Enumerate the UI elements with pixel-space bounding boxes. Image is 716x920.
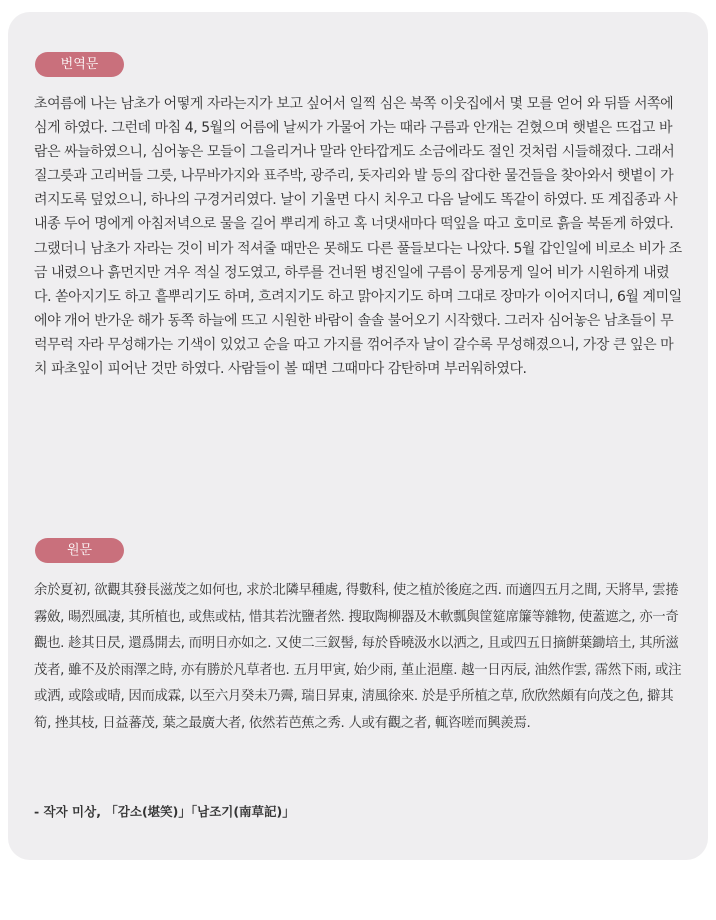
original-text: 余於夏初, 欲觀其發長滋茂之如何也, 求於北隣早種處, 得數科, 使之植於後庭之西. 而適四五月之間, 天將旱, 雲捲霧斂, 暘烈風凄, 其所植也, 或焦或枯, 惜其若沈鹽者然. 搜取陶柳器及木軟瓢與筐筵席簾等雜物, 使蓋遮之, 亦一奇觀也. 趁其日昃, 還爲開去, 而明日亦如之. 又使二三釵髻, 每於昏曉汲水以洒之, 且或四五日摘餠葉鋤培土, 其所滋茂者, 雖不及於雨澤之時, 亦有勝於凡草者也. 五月甲寅, 始少雨, 堇止浥塵. 越一日丙辰, 油然作雲, 霈然下雨, 或注或洒, 或陰或晴, 因而成霖, 以至六月癸未乃霽, 瑞日昇東, 淸風徐來. 於是乎所植之草, 欣欣然頗有向茂之色, 擗其筍, 挫其枝, 日益蕃茂, 葉之最廣大者, 依然若芭蕉之秀. 人或有觀之者, 輒咨嗟而興羨焉.: [34, 583, 682, 731]
translation-text: 초여름에 나는 남초가 어떻게 자라는지가 보고 싶어서 일찍 심은 북쪽 이웃집에서 몇 모를 얻어 와 뒤뜰 서쪽에 심게 하였다. 그런데 마침 4, 5월의 어름에 날씨가 가물어 가는 때라 구름과 안개는 걷혔으며 햇볕은 뜨겁고 바람은 싸늘하였으니, 심어놓은 모들이 그을리거나 말라 안타깝게도 소금에라도 절인 것처럼 시들해졌다. 그래서 질그릇과 고리버들 그릇, 나무바가지와 표주박, 광주리, 돗자리와 발 등의 잡다한 물건들을 찾아와서 햇볕이 가려지도록 덮었으니, 하나의 구경거리였다. 날이 기울면 다시 치우고 다음 날에도 똑같이 하였다. 또 계집종과 사내종 두어 명에게 아침저녁으로 물을 길어 뿌리게 하고 혹 너댓새마다 떡잎을 따고 호미로 흙을 북돋게 하였다. 그랬더니 남초가 자라는 것이 비가 적셔줄 때만은 못해도 다른 풀들보다는 나았다. 5월 갑인일에 비로소 비가 조금 내렸으나 흙먼지만 겨우 적실 정도였고, 하루를 건너뛴 병진일에 구름이 뭉게뭉게 일어 비가 시원하게 내렸다. 쏟아지기도 하고 흩뿌리기도 하며, 흐려지기도 하고 맑아지기도 하며 그대로 장마가 이어지더니, 6월 계미일에야 개어 반가운 해가 동쪽 하늘에 뜨고 시원한 바람이 솔솔 불어오기 시작했다. 그러자 심어놓은 남초들이 무럭무럭 자라 무성해가는 기색이 있었고 순을 따고 가지를 꺾어주자 날이 갈수록 무성해졌으니, 가장 큰 잎은 마치 파초잎이 피어난 것만 하였다. 사람들이 볼 때면 그때마다 감탄하며 부러워하였다.: [34, 96, 682, 378]
translation-label: 번역문: [35, 52, 124, 77]
original-label: 원문: [35, 538, 124, 563]
content-card: [8, 12, 708, 860]
source-citation: - 작자 미상, 「감소(堪笑)」「남조기(南草記)」: [34, 804, 295, 819]
